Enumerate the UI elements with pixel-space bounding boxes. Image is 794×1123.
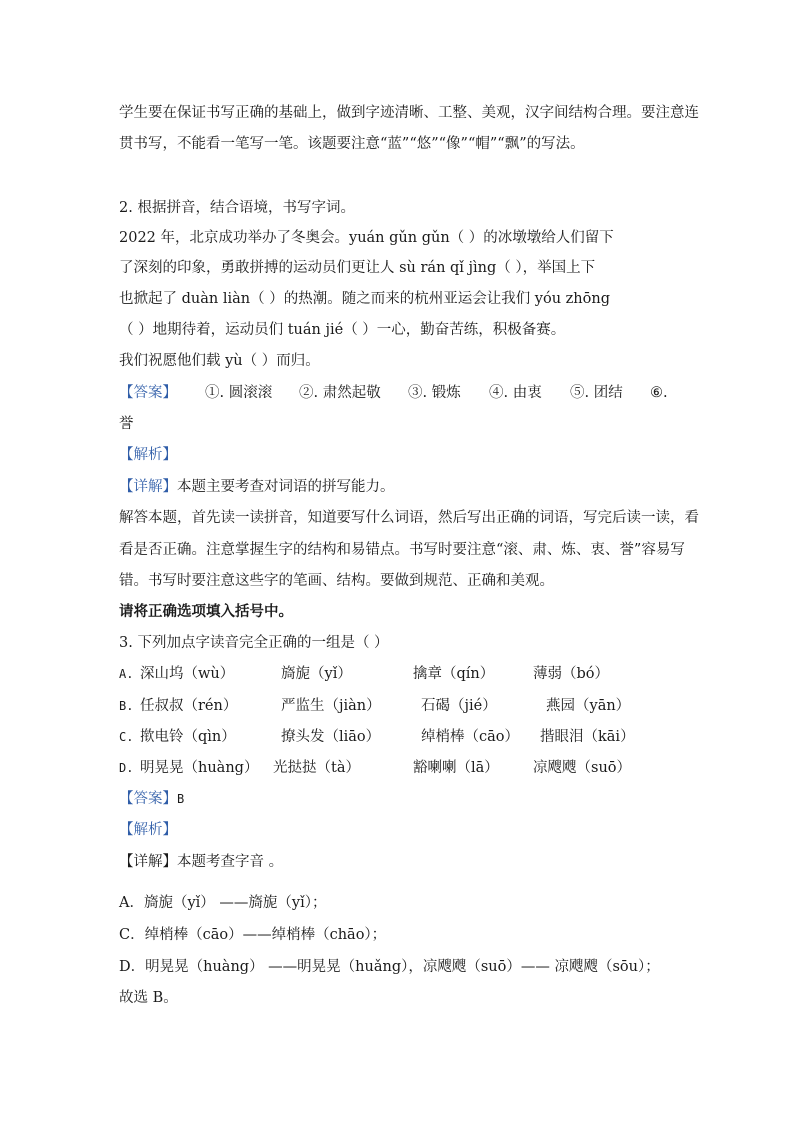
option-label: D.: [119, 761, 134, 775]
explanation-line-1: 解答本题，首先读一读拼音，知道要写什么词语，然后写出正确的词语，写完后读一读，看: [119, 510, 699, 526]
option-item: 任叔叔（rén）: [140, 698, 238, 714]
analysis-label: 【解析】: [119, 447, 177, 463]
intro-line-1: 学生要在保证书写正确的基础上，做到字迹清晰、工整、美观，汉字间结构合理。要注意连: [119, 105, 699, 121]
correction-a: A．旖旎（yǐ） ——旖旎（yǐ）；: [119, 895, 327, 911]
conclusion: 故选 B。: [119, 990, 178, 1006]
option-item: 光挞挞（tà）: [273, 760, 360, 776]
detail-text: 本题考查字音 。: [177, 854, 284, 870]
detail-label: 【详解】: [119, 854, 177, 870]
option-item: 撩头发（liāo）: [281, 729, 381, 745]
option-label: A.: [119, 667, 134, 681]
answer-item-2: ②. 肃然起敬: [299, 385, 381, 401]
question-3-title: 3. 下列加点字读音完全正确的一组是（ ）: [119, 635, 389, 651]
option-item: 揩眼泪（kāi）: [540, 729, 635, 745]
correction-c: C．绰梢棒（cāo）——绰梢棒（chāo）；: [119, 927, 387, 943]
detail-text: 本题主要考查对词语的拼写能力。: [177, 479, 395, 495]
answer-item-1: ①. 圆滚滚: [205, 385, 273, 401]
answer-continuation: 誉: [119, 416, 134, 432]
question-3-detail-line: [119, 852, 283, 872]
option-item: 深山坞（wù）: [140, 666, 235, 682]
explanation-line-3: 错。书写时要注意这些字的笔画、结构。要做到规范、正确和美观。: [119, 573, 554, 589]
explanation-line-2: 看是否正确。注意掌握生字的结构和易错点。书写时要注意“滚、肃、炼、衷、誉”容易写: [119, 542, 685, 558]
option-item: 凉飕飕（suō）: [533, 760, 632, 776]
option-item: 燕园（yān）: [546, 698, 631, 714]
question-2-title: 2. 根据拼音，结合语境，书写字词。: [119, 200, 355, 216]
answer-label: 【答案】: [119, 791, 177, 807]
option-label: C.: [119, 730, 134, 744]
option-label: B.: [119, 699, 134, 713]
answer-value: B: [177, 792, 185, 806]
option-item: 明晃晃（huàng）: [140, 760, 259, 776]
question-2-line-4: （ ）地期待着，运动员们 tuán jié（ ）一心，勤奋苦练，积极备赛。: [119, 322, 566, 338]
option-item: 揿电铃（qìn）: [140, 729, 236, 745]
correction-d: D．明晃晃（huàng） ——明晃晃（huǎng），凉飕飕（suō）—— 凉飕飕（sōu）；: [119, 959, 660, 975]
answer-item-3: ③. 锻炼: [408, 385, 461, 401]
question-2-line-2: 了深刻的印象，勇敢拼搏的运动员们更让人 sù rán qǐ jìng（ ），举国上下: [119, 260, 596, 276]
question-3-answer-line: [119, 789, 184, 809]
option-item: 严监生（jiàn）: [281, 698, 381, 714]
option-item: 薄弱（bó）: [533, 666, 610, 682]
answer-label: 【答案】: [119, 385, 177, 401]
option-item: 旖旎（yǐ）: [281, 666, 352, 682]
question-2-line-3: 也掀起了 duàn liàn（ ）的热潮。随之而来的杭州亚运会让我们 yóu zhōng: [119, 291, 610, 307]
detail-line: [119, 477, 395, 497]
instruction-heading: 请将正确选项填入括号中。: [119, 603, 293, 620]
question-2-line-1: 2022 年，北京成功举办了冬奥会。yuán gǔn gǔn（ ）的冰墩墩给人们留下: [119, 230, 614, 246]
analysis-label: 【解析】: [119, 822, 177, 838]
intro-line-2: 贯书写，不能看一笔写一笔。该题要注意“蓝”“悠”“像”“帽”“飘”的写法。: [119, 136, 585, 152]
option-item: 石碣（jié）: [421, 698, 497, 714]
answer-item-6: ⑥.: [650, 385, 668, 401]
option-item: 绰梢棒（cāo）: [421, 729, 519, 745]
detail-label: 【详解】: [119, 479, 177, 495]
answer-item-5: ⑤. 团结: [570, 385, 623, 401]
option-item: 擒章（qín）: [413, 666, 495, 682]
option-item: 豁喇喇（lā）: [413, 760, 499, 776]
question-2-line-5: 我们祝愿他们载 yù（ ）而归。: [119, 353, 320, 369]
answer-item-4: ④. 由衷: [489, 385, 542, 401]
